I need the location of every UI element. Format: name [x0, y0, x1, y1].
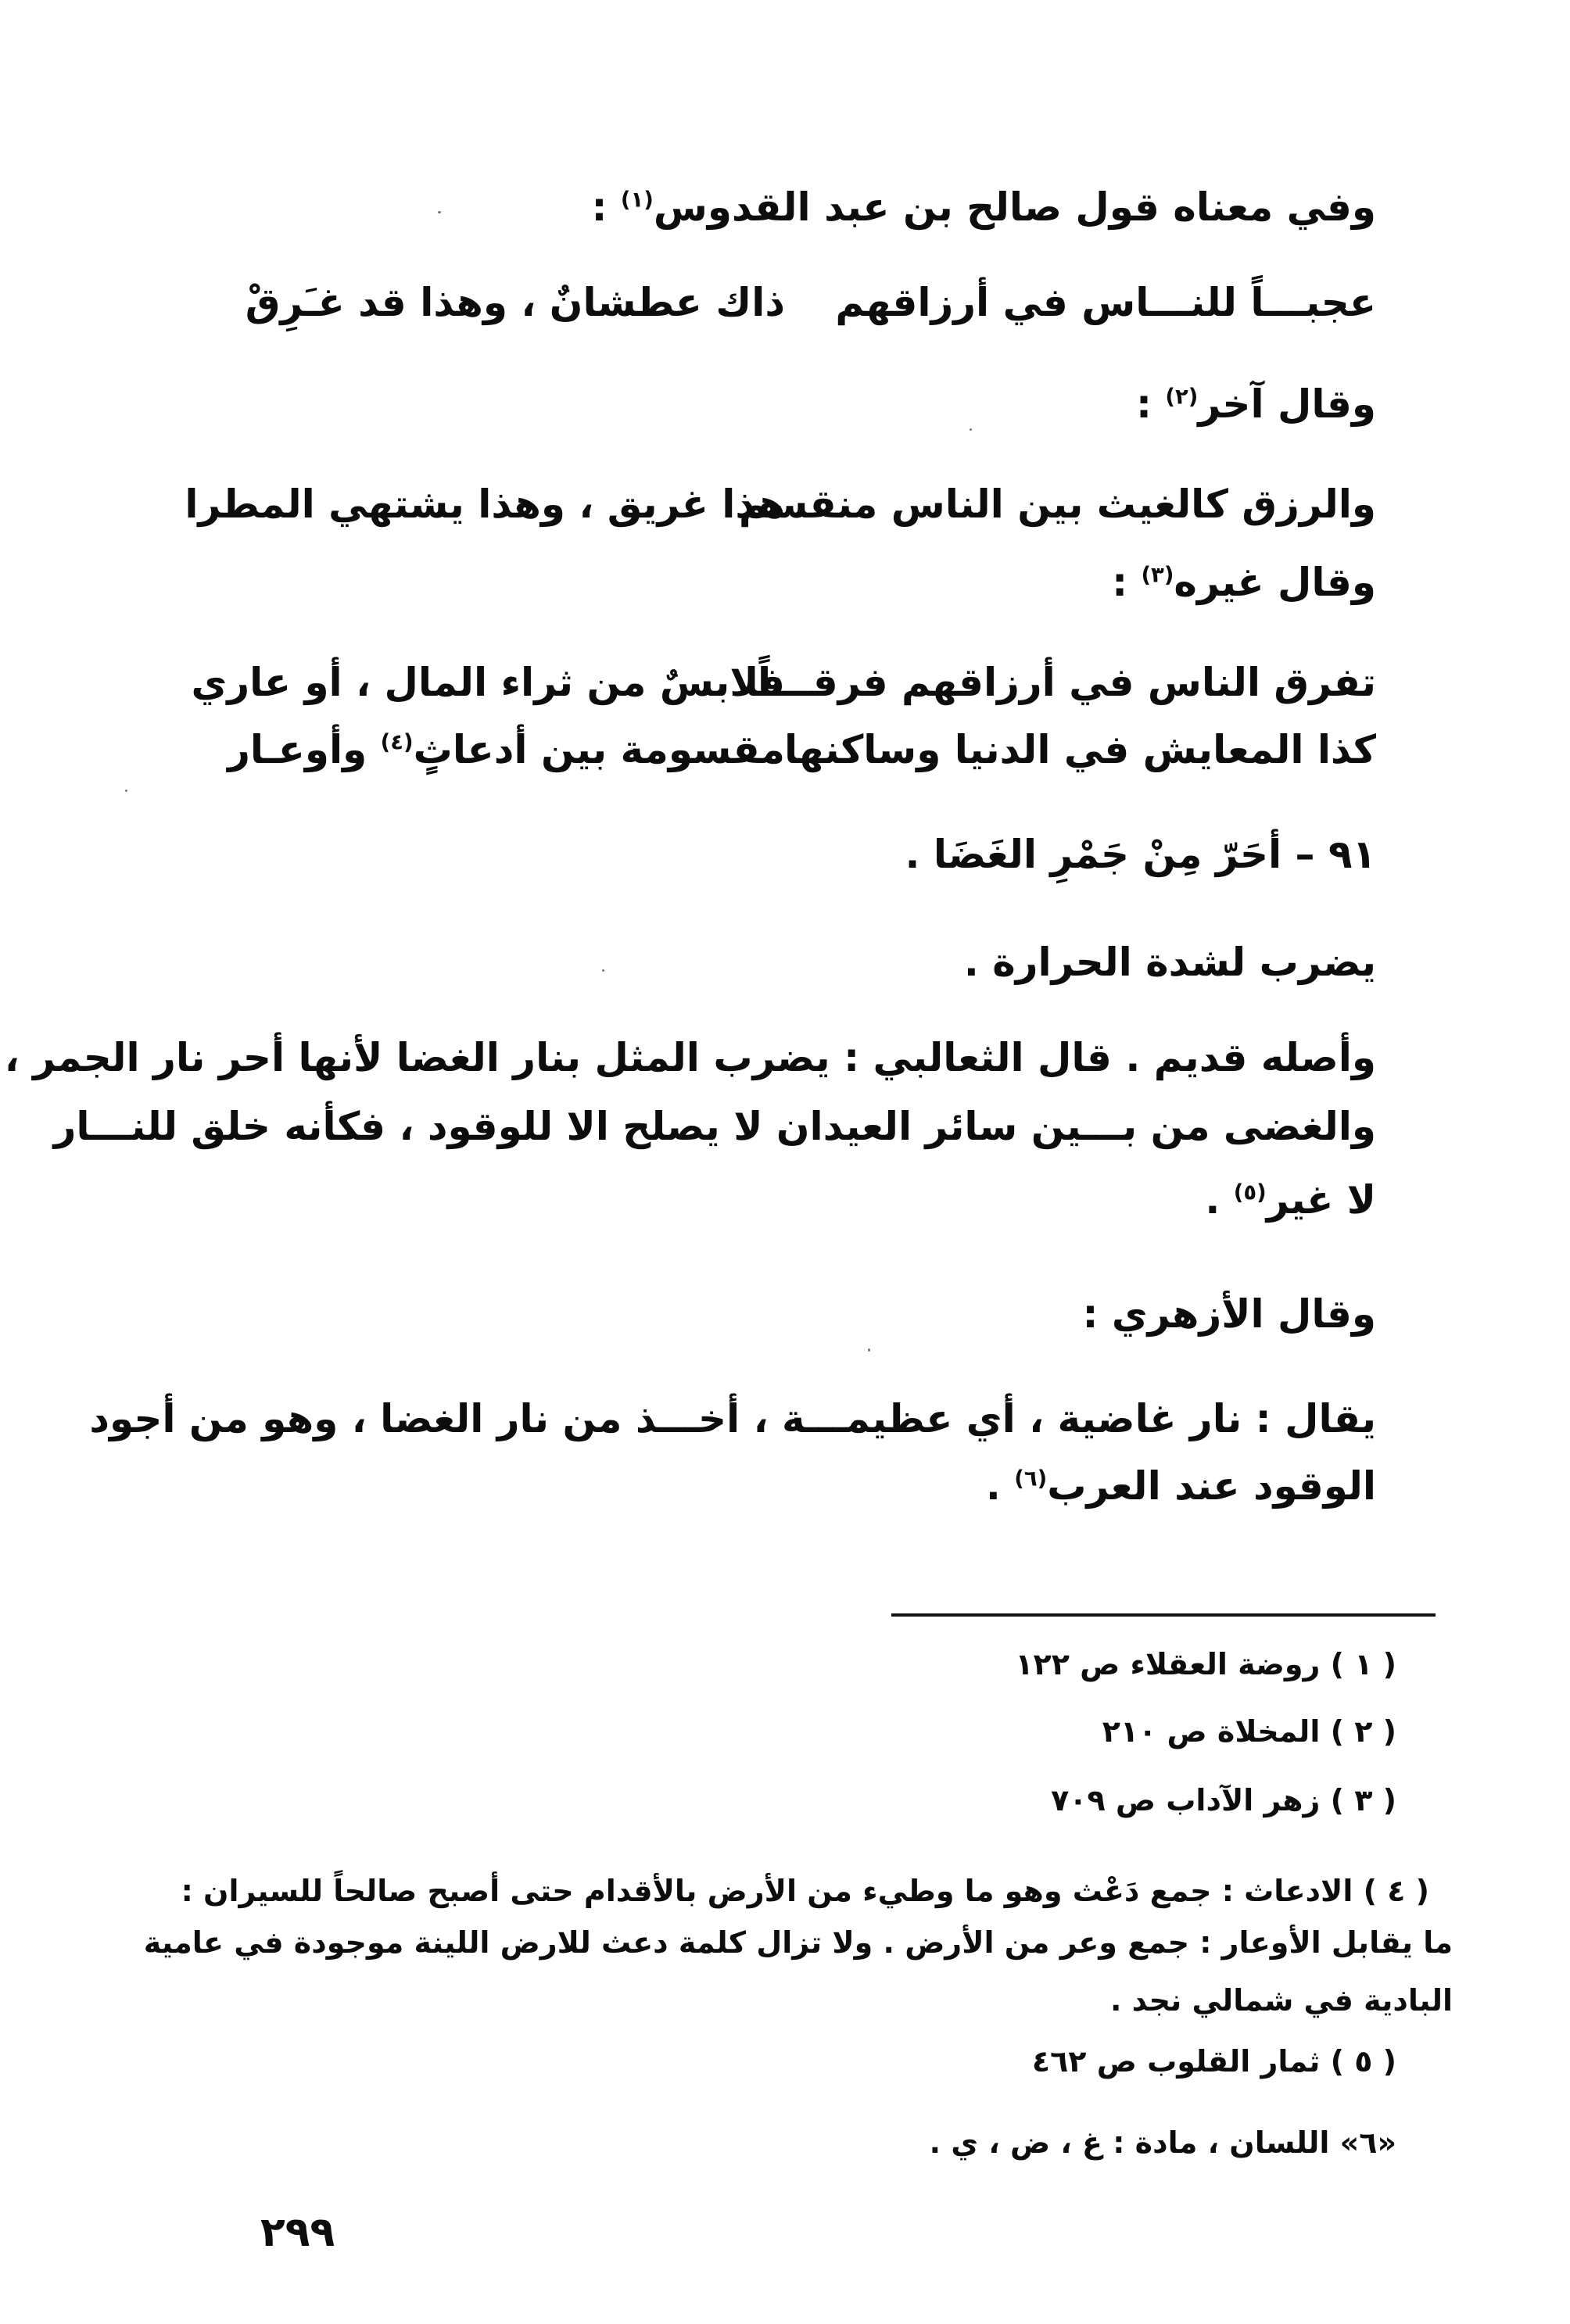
period: . [1205, 1177, 1234, 1223]
intro-text: وفي معناه قول صالح بن عبد القدوس [653, 184, 1376, 230]
footnote-4-line-2: ما يقابل الأوعار : جمع وعر من الأرض . ولا تزال كلمة دعث للارض اللينة موجودة في عامية [143, 1925, 1453, 1960]
azhari-said: وقال الأزهري : [1082, 1291, 1376, 1337]
scan-speck [602, 969, 604, 972]
paragraph-last-line [1205, 1177, 1376, 1223]
footnote-1: ( ١ ) روضة العقلاء ص ١٢٢ [1015, 1647, 1396, 1681]
colon: : [591, 184, 621, 230]
paragraph-line-1: وأصله قديم . قال الثعالبي : يضرب المثل بنار الغضا لأنها أحر نار الجمر ، [4, 1035, 1376, 1080]
colon: : [1135, 381, 1166, 427]
footnote-ref-3[interactable]: (٣) [1141, 562, 1174, 588]
footnote-4-line-1: ( ٤ ) الادعاث : جمع دَعْث وهو ما وطيء من الأرض بالأقدام حتى أصبح صالحاً للسيران : [181, 1874, 1429, 1908]
said-other-text: وقال آخر [1198, 381, 1376, 427]
scan-speck [868, 1348, 870, 1352]
paragraph-line-2: والغضى من بـــين سائر العيدان لا يصلح الا للوقود ، فكأنه خلق للنـــار [53, 1104, 1376, 1149]
scan-speck [970, 428, 972, 431]
verse-3-second-hemistich: فلابسٌ من ثراء المال ، أو عاري [191, 660, 785, 705]
azhari-last-text: الوقود عند العرب [1047, 1463, 1376, 1509]
verse-3 [191, 660, 1376, 705]
said-other-line [1135, 381, 1376, 427]
footnote-6: «٦» اللسان ، مادة : غ ، ض ، ي . [929, 2125, 1396, 2160]
proverb-heading: ٩١ – أحَرّ مِنْ جَمْرِ الغَضَا . [905, 832, 1376, 877]
footnote-ref-1[interactable]: (١) [620, 187, 654, 213]
verse-4-second-text: مقسومة بين أدعاثٍ [413, 727, 785, 772]
verse-4-second-tail: وأوعـار [228, 727, 381, 772]
footnote-ref-4[interactable]: (٤) [380, 729, 414, 755]
footnote-3: ( ٣ ) زهر الآداب ص ٧٠٩ [1051, 1783, 1396, 1817]
intro-line [591, 184, 1376, 230]
paragraph-last-text: لا غير [1266, 1177, 1376, 1223]
scan-speck [125, 790, 127, 792]
said-another-line [1112, 560, 1376, 605]
footnote-ref-6[interactable]: (٦) [1014, 1466, 1048, 1491]
colon: : [1112, 560, 1142, 605]
azhari-last-line [985, 1463, 1376, 1509]
verse-2-second-hemistich: هذا غريق ، وهذا يشتهي المطرا [185, 482, 785, 527]
verse-3-first-hemistich: تفرق الناس في أرزاقهم فرقـــاً [757, 660, 1376, 705]
verse-4-second-hemistich [194, 727, 785, 772]
verse-4 [194, 727, 1376, 772]
footnote-ref-5[interactable]: (٥) [1233, 1180, 1267, 1205]
verse-2-first-hemistich: والرزق كالغيث بين الناس منقسم [738, 482, 1376, 527]
verse-4-first-hemistich: كذا المعايش في الدنيا وساكنها [784, 727, 1376, 772]
verse-1-second-hemistich: ذاك عطشانٌ ، وهذا قد غـَرِقْ [245, 280, 785, 325]
period: . [985, 1463, 1015, 1509]
page-number: ٢٩٩ [260, 2209, 335, 2256]
proverb-usage: يضرب لشدة الحرارة . [963, 940, 1376, 985]
footnote-4-last-line: البادية في شمالي نجد . [1109, 1983, 1453, 2018]
verse-2 [185, 482, 1376, 527]
said-another-text: وقال غيره [1174, 560, 1376, 605]
verse-1-first-hemistich: عجبـــاً للنـــاس في أرزاقهم [835, 280, 1376, 325]
footnote-5: ( ٥ ) ثمار القلوب ص ٤٦٢ [1031, 2044, 1396, 2079]
footnote-2: ( ٢ ) المخلاة ص ٢١٠ [1102, 1714, 1396, 1749]
footnote-separator [891, 1613, 1436, 1617]
scan-speck [438, 211, 441, 213]
azhari-line-1: يقال : نار غاضية ، أي عظيمـــة ، أخـــذ من نار الغضا ، وهو من أجود [89, 1396, 1376, 1441]
footnote-ref-2[interactable]: (٢) [1165, 384, 1199, 410]
verse-1 [194, 280, 1376, 325]
